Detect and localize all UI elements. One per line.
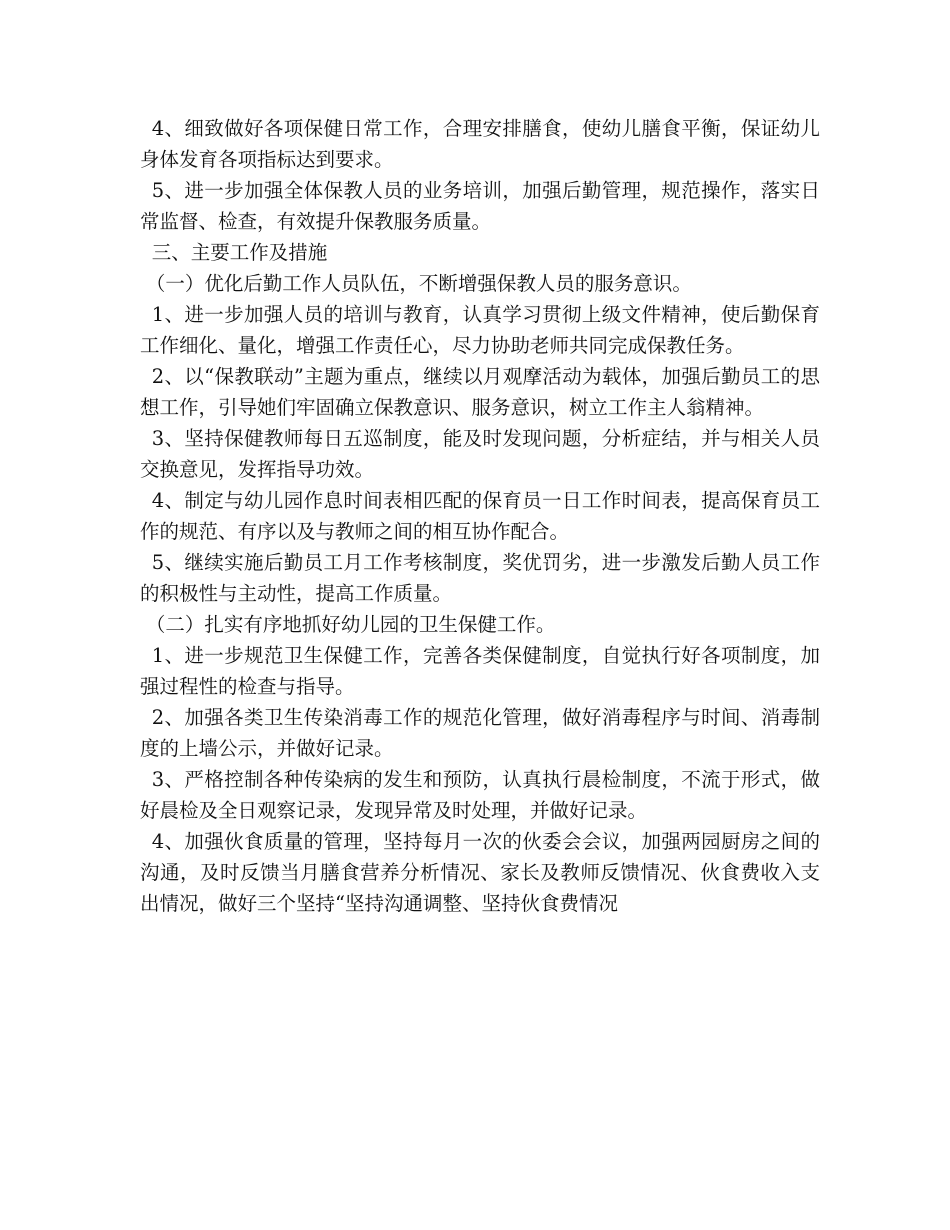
paragraph-hygiene-item-2: 2、加强各类卫生传染消毒工作的规范化管理，做好消毒程序与时间、消毒制度的上墙公示，并做好记录。 — [140, 706, 820, 760]
paragraph-hygiene-item-1: 1、进一步规范卫生保健工作，完善各类保健制度，自觉执行好各项制度，加强过程性的检查与指导。 — [140, 644, 820, 698]
paragraph-item-4-nutrition: 4、细致做好各项保健日常工作，合理安排膳食，使幼儿膳食平衡，保证幼儿身体发育各项指标达到要求。 — [140, 117, 820, 171]
subsection-heading-staff: （一）优化后勤工作人员队伍，不断增强保教人员的服务意识。 — [145, 272, 692, 295]
paragraph-hygiene-item-3: 3、严格控制各种传染病的发生和预防，认真执行晨检制度，不流于形式，做好晨检及全日观察记录，发现异常及时处理，并做好记录。 — [140, 768, 820, 822]
paragraph-staff-item-1: 1、进一步加强人员的培训与教育，认真学习贯彻上级文件精神，使后勤保育工作细化、量化，增强工作责任心，尽力协助老师共同完成保教任务。 — [140, 303, 820, 357]
section-heading-main-measures: 三、主要工作及措施 — [151, 241, 328, 264]
paragraph-staff-item-4: 4、制定与幼儿园作息时间表相匹配的保育员一日工作时间表，提高保育员工作的规范、有序以及与教师之间的相互协作配合。 — [140, 489, 820, 543]
paragraph-staff-item-2: 2、以“保教联动”主题为重点，继续以月观摩活动为载体，加强后勤员工的思想工作，引导她们牢固确立保教意识、服务意识，树立工作主人翁精神。 — [140, 365, 820, 419]
paragraph-hygiene-item-4: 4、加强伙食质量的管理，坚持每月一次的伙委会会议，加强两园厨房之间的沟通，及时反馈当月膳食营养分析情况、家长及教师反馈情况、伙食费收入支出情况，做好三个坚持“坚持沟通调整、坚持伙食费情况 — [140, 830, 820, 915]
paragraph-staff-item-5: 5、继续实施后勤员工月工作考核制度，奖优罚劣，进一步激发后勤人员工作的积极性与主动性，提高工作质量。 — [140, 551, 820, 605]
subsection-heading-hygiene: （二）扎实有序地抓好幼儿园的卫生保健工作。 — [145, 613, 556, 636]
paragraph-staff-item-3: 3、坚持保健教师每日五巡制度，能及时发现问题，分析症结，并与相关人员交换意见，发挥指导功效。 — [140, 427, 820, 481]
document-body — [140, 113, 820, 919]
paragraph-item-5-training: 5、进一步加强全体保教人员的业务培训，加强后勤管理，规范操作，落实日常监督、检查，有效提升保教服务质量。 — [140, 179, 820, 233]
